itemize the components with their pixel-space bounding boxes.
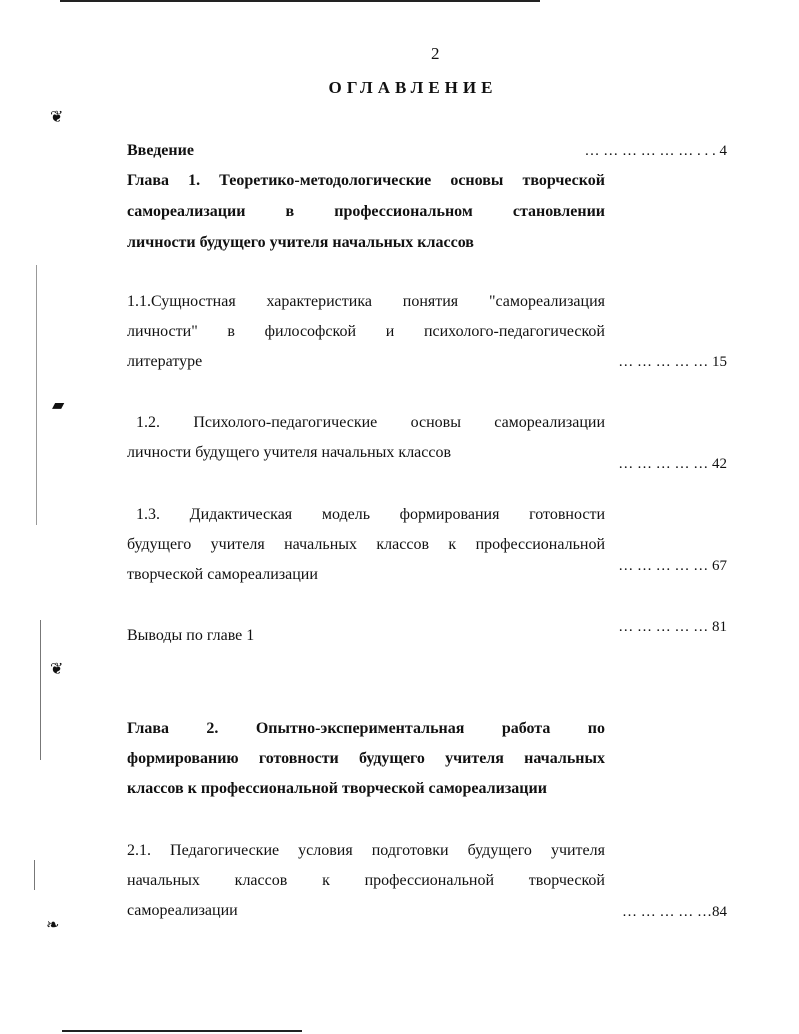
toc-entry-1-3-line: творческой самореализации [127,566,318,583]
toc-entry-intro-label: Введение [127,142,194,159]
page-number: 2 [431,44,440,63]
toc-entry-1-3-page: … … … … … 67 [618,558,727,574]
scan-top-line [60,0,540,2]
page-title: ОГЛАВЛЕНИЕ [328,78,498,97]
scan-margin-mark [40,620,41,760]
toc-entry-2-1-page: … … … … …84 [622,904,727,920]
toc-entry-1-1-line: литературе [127,353,203,370]
chapter1-heading-line: Глава 1. Теоретико-методологические основы творческой [127,172,605,189]
chapter1-heading-line: самореализации в профессиональном становлении [127,203,605,220]
scan-bottom-line [62,1030,302,1032]
toc-entry-2-1-line: самореализации [127,902,238,919]
scan-blot-icon: ❦ [50,109,64,126]
scan-blot-icon: ▰ [52,397,65,414]
toc-entry-1-2-line: 1.2. Психолого-педагогические основы самореализации [136,414,605,431]
toc-entry-1-1-line: 1.1.Сущностная характеристика понятия "самореализация [127,293,605,310]
scan-margin-mark [34,860,35,890]
chapter2-heading-line: классов к профессиональной творческой самореализации [127,780,547,797]
toc-entry-1-2-page: … … … … … 42 [618,456,727,472]
toc-entry-1-2-line: личности будущего учителя начальных классов [127,444,452,461]
chapter2-heading-line: формированию готовности будущего учителя начальных [127,750,605,767]
scan-margin-mark [36,265,37,525]
chapter1-heading-line: личности будущего учителя начальных классов [127,234,474,251]
toc-entry-2-1-line: начальных классов к профессиональной творческой [127,872,605,889]
toc-entry-1-1-line: личности" в философской и психолого-педагогической [127,323,605,340]
toc-entry-1-3-line: будущего учителя начальных классов к профессиональной [127,536,605,553]
toc-entry-1-3-line: 1.3. Дидактическая модель формирования готовности [136,506,605,523]
toc-entry-conclusions-label: Выводы по главе 1 [127,627,255,644]
toc-entry-conclusions-page: … … … … … 81 [618,619,727,635]
scan-blot-icon: ❧ [46,917,60,934]
toc-entry-intro-page: … … … … … … . . . 4 [584,143,727,159]
toc-entry-1-1-page: … … … … … 15 [618,354,727,370]
toc-entry-2-1-line: 2.1. Педагогические условия подготовки будущего учителя [127,842,605,859]
scan-blot-icon: ❦ [50,661,64,678]
chapter2-heading-line: Глава 2. Опытно-экспериментальная работа по [127,720,605,737]
